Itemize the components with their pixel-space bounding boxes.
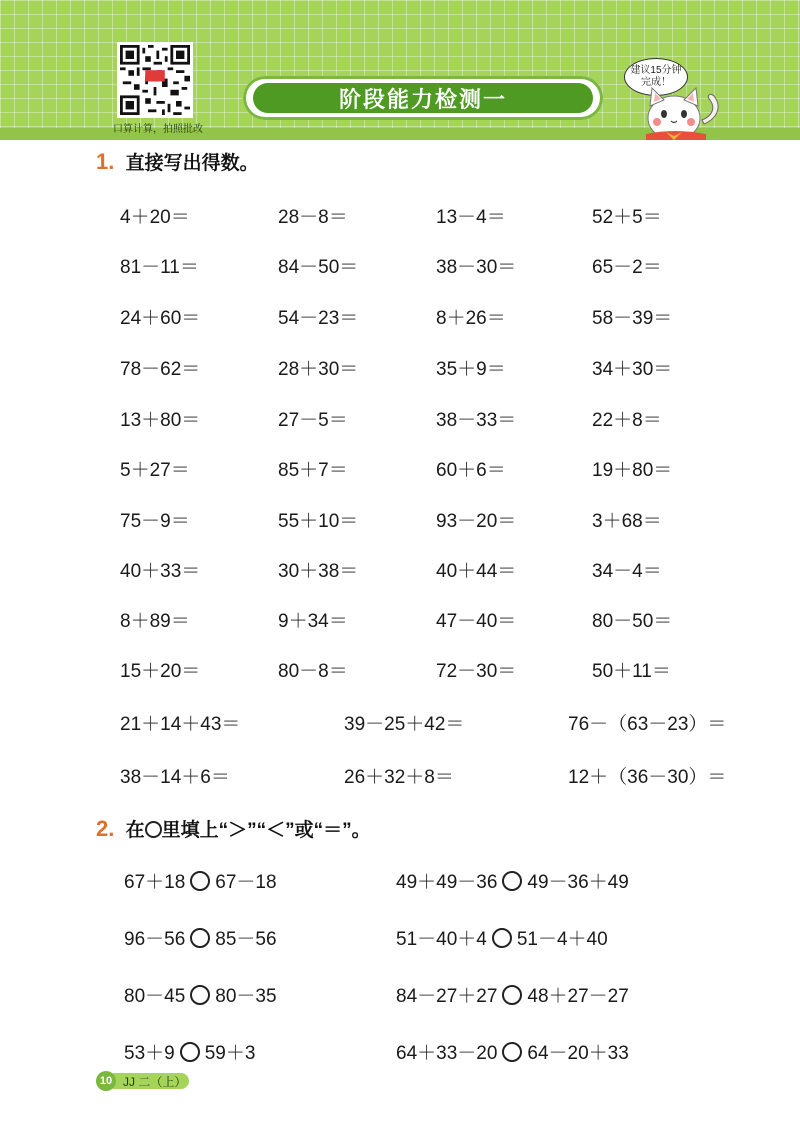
page-number: 10: [99, 1075, 113, 1087]
problem: 35＋9＝: [436, 359, 506, 380]
time-suggestion-line2: 完成！: [641, 77, 671, 88]
section2-title-prefix: 在: [125, 820, 145, 841]
section1-title: 直接写出得数。: [125, 153, 259, 174]
problem: 19＋80＝: [592, 460, 673, 481]
problem-long: 12＋（36－30）＝: [568, 767, 727, 788]
comparison-item: [396, 1038, 629, 1065]
answer-circle[interactable]: [190, 985, 210, 1005]
comparison-item: [396, 867, 629, 894]
comparison-right: 85－56: [215, 929, 277, 950]
problem: 78－62＝: [120, 359, 201, 380]
comparison-right: 67－18: [215, 872, 277, 893]
problem: 28＋30＝: [278, 359, 359, 380]
problem: 72－30＝: [436, 661, 517, 682]
comparison-left: 96－56: [124, 929, 186, 950]
comparison-right: 49－36＋49: [527, 872, 629, 893]
section1-heading: [96, 148, 259, 175]
problem-long: 39－25＋42＝: [344, 714, 465, 735]
problem: 81－11＝: [120, 257, 199, 278]
problem: 75－9＝: [120, 511, 190, 532]
problem: 8＋26＝: [436, 308, 506, 329]
problem: 84－50＝: [278, 257, 359, 278]
section2-title-suffix: 里填上“＞”“＜”或“＝”。: [161, 820, 371, 841]
problem: 47－40＝: [436, 611, 517, 632]
header-band: [0, 0, 800, 140]
problem: 40＋33＝: [120, 561, 201, 582]
comparison-right: 59＋3: [204, 1043, 256, 1064]
comparison-item: [124, 867, 277, 894]
problem: 24＋60＝: [120, 308, 201, 329]
section2-heading: [96, 815, 371, 842]
answer-circle[interactable]: [180, 1042, 200, 1062]
qr-caption: 口算计算，拍照批改: [113, 124, 203, 135]
page-title: 阶段能力检测一: [338, 86, 507, 112]
edition-label: JJ 二（上）: [123, 1074, 187, 1089]
problem: 8＋89＝: [120, 611, 190, 632]
comparison-right: 64－20＋33: [527, 1043, 629, 1064]
problem: 22＋8＝: [592, 410, 662, 431]
title-banner: [243, 76, 603, 120]
answer-circle[interactable]: [190, 871, 210, 891]
problem: 9＋34＝: [278, 611, 348, 632]
section1-number: 1.: [96, 149, 115, 174]
comparison-item: [124, 981, 277, 1008]
answer-circle[interactable]: [502, 1042, 522, 1062]
problem: 5＋27＝: [120, 460, 190, 481]
comparison-left: 64＋33－20: [396, 1043, 498, 1064]
problem-long: 26＋32＋8＝: [344, 767, 454, 788]
problem: 38－33＝: [436, 410, 517, 431]
problem: 13－4＝: [436, 207, 506, 228]
comparison-left: 80－45: [124, 986, 186, 1007]
cat-mascot-icon: [636, 84, 726, 140]
problem: 80－50＝: [592, 611, 673, 632]
problem: 28－8＝: [278, 207, 348, 228]
comparison-left: 84－27＋27: [396, 986, 498, 1007]
qr-code-icon: [120, 45, 190, 115]
section2-number: 2.: [96, 816, 115, 841]
comparison-left: 53＋9: [124, 1043, 175, 1064]
circle-icon: [145, 821, 162, 838]
problem: 54－23＝: [278, 308, 359, 329]
comparison-left: 51－40＋4: [396, 929, 487, 950]
problem: 13＋80＝: [120, 410, 201, 431]
problem: 55＋10＝: [278, 511, 359, 532]
edition-tab: [113, 1073, 189, 1089]
answer-circle[interactable]: [502, 871, 522, 891]
problem: 52＋5＝: [592, 207, 662, 228]
comparison-item: [396, 981, 629, 1008]
problem: 80－8＝: [278, 661, 348, 682]
page-number-badge: [96, 1071, 116, 1091]
problem: 38－30＝: [436, 257, 517, 278]
answer-circle[interactable]: [502, 985, 522, 1005]
problem: 15＋20＝: [120, 661, 201, 682]
problem: 27－5＝: [278, 410, 348, 431]
comparison-left: 49＋49－36: [396, 872, 498, 893]
title-banner-inner: [253, 83, 593, 113]
comparison-right: 51－4＋40: [516, 929, 608, 950]
problem-long: 38－14＋6＝: [120, 767, 230, 788]
problem: 93－20＝: [436, 511, 517, 532]
problem: 60＋6＝: [436, 460, 506, 481]
problem: 34＋30＝: [592, 359, 673, 380]
problem: 3＋68＝: [592, 511, 662, 532]
problem: 30＋38＝: [278, 561, 359, 582]
problem-long: 76－（63－23）＝: [568, 714, 727, 735]
problem: 40＋44＝: [436, 561, 517, 582]
comparison-item: [124, 924, 277, 951]
problem: 65－2＝: [592, 257, 662, 278]
problem: 34－4＝: [592, 561, 662, 582]
answer-circle[interactable]: [190, 928, 210, 948]
problem: 4＋20＝: [120, 207, 190, 228]
comparison-item: [124, 1038, 255, 1065]
answer-circle[interactable]: [492, 928, 512, 948]
problem-long: 21＋14＋43＝: [120, 714, 241, 735]
qr-code[interactable]: [117, 42, 193, 118]
problem: 58－39＝: [592, 308, 673, 329]
problem: 50＋11＝: [592, 661, 671, 682]
time-suggestion-line1: 建议15分钟: [630, 65, 682, 76]
problem: 85＋7＝: [278, 460, 348, 481]
comparison-right: 80－35: [215, 986, 277, 1007]
comparison-right: 48＋27－27: [527, 986, 629, 1007]
comparison-left: 67＋18: [124, 872, 186, 893]
comparison-item: [396, 924, 608, 951]
